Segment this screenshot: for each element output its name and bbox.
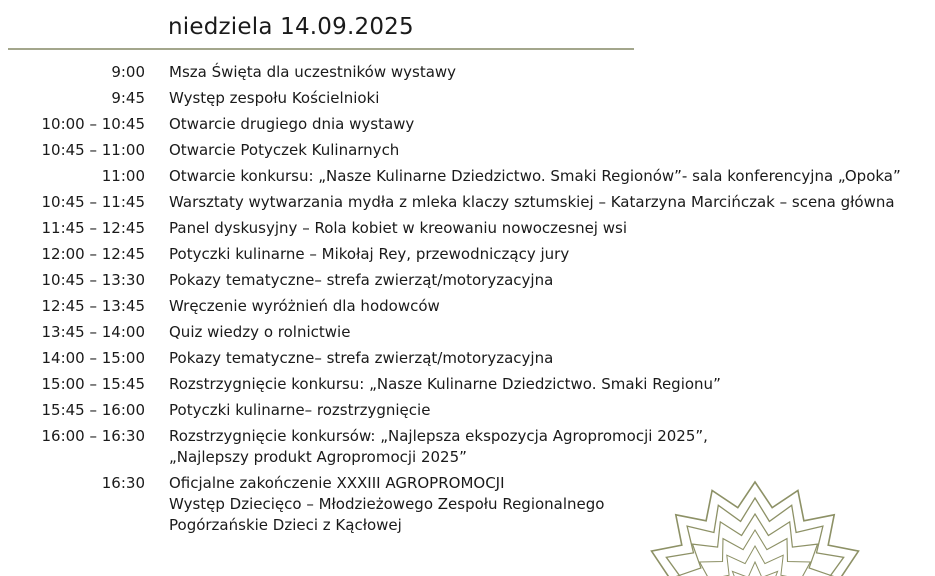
schedule-time: 15:45 – 16:00 xyxy=(41,401,145,419)
schedule-list xyxy=(0,62,935,541)
schedule-time: 12:45 – 13:45 xyxy=(41,297,145,315)
title-divider xyxy=(8,48,634,50)
schedule-description xyxy=(169,218,935,239)
schedule-description-line: Rozstrzygnięcie konkursu: „Nasze Kulinarne Dziedzictwo. Smaki Regionu” xyxy=(169,375,721,393)
schedule-time: 9:45 xyxy=(111,89,145,107)
schedule-row xyxy=(0,374,935,400)
schedule-description-line: Otwarcie drugiego dnia wystawy xyxy=(169,115,415,133)
schedule-description-line: Potyczki kulinarne– rozstrzygnięcie xyxy=(169,401,431,419)
schedule-row xyxy=(0,192,935,218)
schedule-row xyxy=(0,322,935,348)
schedule-row xyxy=(0,426,935,468)
schedule-description-line: Otwarcie konkursu: „Nasze Kulinarne Dziedzictwo. Smaki Regionów”- sala konferencyjna „Opoka” xyxy=(169,167,901,185)
schedule-row xyxy=(0,140,935,166)
schedule-time: 10:00 – 10:45 xyxy=(41,115,145,133)
schedule-description-line: Msza Święta dla uczestników wystawy xyxy=(169,63,457,81)
schedule-description-line: Występ Dziecięco – Młodzieżowego Zespołu Regionalnego xyxy=(169,495,605,513)
schedule-description xyxy=(169,166,935,187)
folk-star-ornament-icon xyxy=(640,472,870,576)
schedule-row xyxy=(0,114,935,140)
schedule-row xyxy=(0,166,935,192)
schedule-description-line: Pokazy tematyczne– strefa zwierząt/motoryzacyjna xyxy=(169,349,554,367)
schedule-description-line: Wręczenie wyróżnień dla hodowców xyxy=(169,297,440,315)
schedule-row xyxy=(0,244,935,270)
schedule-description xyxy=(169,114,935,135)
schedule-description xyxy=(169,140,935,161)
schedule-time: 10:45 – 11:45 xyxy=(41,193,145,211)
schedule-time: 13:45 – 14:00 xyxy=(41,323,145,341)
schedule-description xyxy=(169,88,935,109)
schedule-description-line: Potyczki kulinarne – Mikołaj Rey, przewodniczący jury xyxy=(169,245,570,263)
schedule-description-line: Oficjalne zakończenie XXXIII AGROPROMOCJI xyxy=(169,474,505,492)
schedule-description-line: Pokazy tematyczne– strefa zwierząt/motoryzacyjna xyxy=(169,271,554,289)
schedule-description xyxy=(169,348,935,369)
schedule-description-line: „Najlepszy produkt Agropromocji 2025” xyxy=(169,448,467,466)
schedule-time: 9:00 xyxy=(111,63,145,81)
schedule-description-line: Quiz wiedzy o rolnictwie xyxy=(169,323,351,341)
schedule-row xyxy=(0,296,935,322)
schedule-row xyxy=(0,62,935,88)
ornament-star-ring xyxy=(659,498,851,576)
schedule-row xyxy=(0,88,935,114)
schedule-description xyxy=(169,244,935,265)
schedule-time: 10:45 – 11:00 xyxy=(41,141,145,159)
schedule-description xyxy=(169,400,935,421)
schedule-time: 12:00 – 12:45 xyxy=(41,245,145,263)
schedule-time: 16:00 – 16:30 xyxy=(41,427,145,445)
schedule-description xyxy=(169,192,935,213)
schedule-row xyxy=(0,348,935,374)
schedule-time: 14:00 – 15:00 xyxy=(41,349,145,367)
schedule-description-line: Panel dyskusyjny – Rola kobiet w kreowaniu nowoczesnej wsi xyxy=(169,219,627,237)
schedule-description xyxy=(169,426,935,468)
schedule-description-line: Pogórzańskie Dzieci z Kącłowej xyxy=(169,516,402,534)
schedule-description xyxy=(169,322,935,343)
schedule-description xyxy=(169,296,935,317)
ornament-star-ring xyxy=(691,530,819,576)
schedule-description xyxy=(169,374,935,395)
schedule-description-line: Występ zespołu Kościelnioki xyxy=(169,89,380,107)
schedule-row xyxy=(0,270,935,296)
schedule-time: 11:00 xyxy=(101,167,145,185)
ornament-star-ring xyxy=(723,562,787,576)
schedule-time: 16:30 xyxy=(101,474,145,492)
schedule-time: 10:45 – 13:30 xyxy=(41,271,145,289)
schedule-row xyxy=(0,218,935,244)
schedule-description xyxy=(169,62,935,83)
schedule-description-line: Rozstrzygnięcie konkursów: „Najlepsza ekspozycja Agropromocji 2025”, xyxy=(169,427,708,445)
schedule-description-line: Warsztaty wytwarzania mydła z mleka klaczy sztumskiej – Katarzyna Marcińczak – scena główna xyxy=(169,193,895,211)
page-title: niedziela 14.09.2025 xyxy=(168,14,414,40)
schedule-description xyxy=(169,270,935,291)
schedule-description-line: Otwarcie Potyczek Kulinarnych xyxy=(169,141,400,159)
schedule-time: 15:00 – 15:45 xyxy=(41,375,145,393)
schedule-row xyxy=(0,400,935,426)
schedule-time: 11:45 – 12:45 xyxy=(41,219,145,237)
